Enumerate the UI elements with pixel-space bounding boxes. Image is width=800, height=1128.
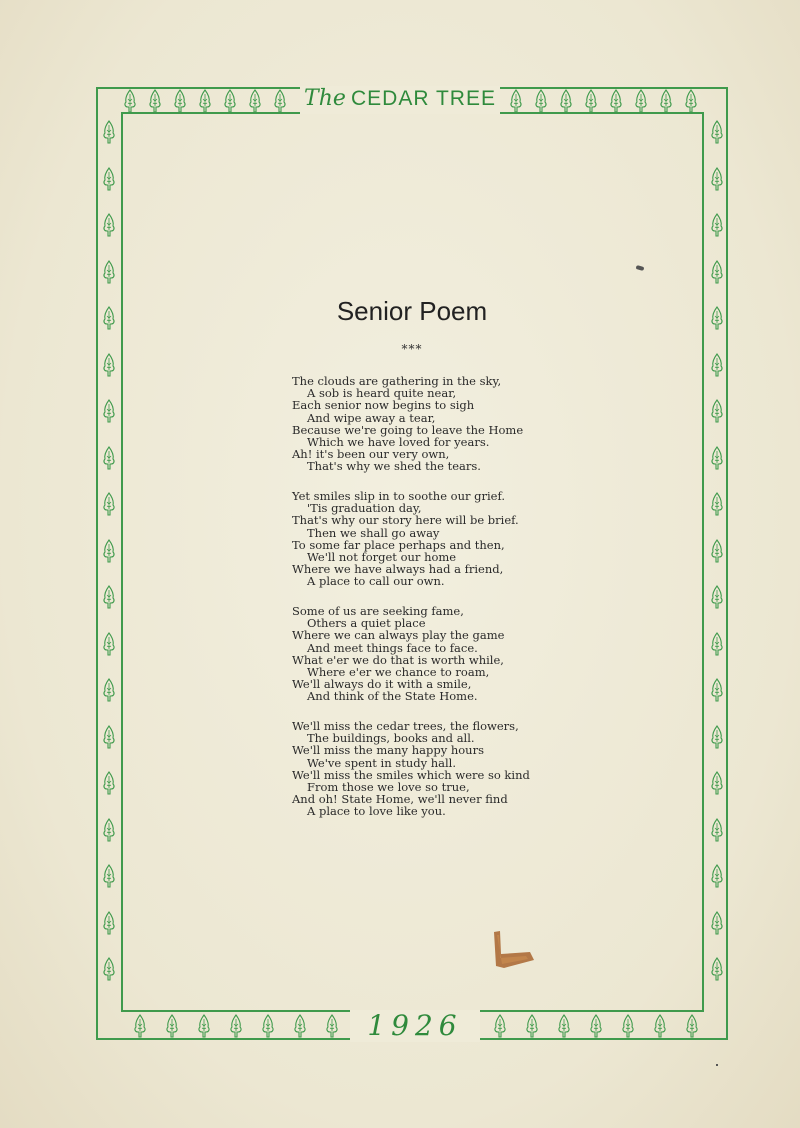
stanza — [292, 490, 592, 588]
tape-stain-mark — [490, 930, 535, 970]
cedar-tree-icon — [101, 585, 117, 609]
cedar-tree-icon — [709, 678, 725, 702]
cedar-tree-icon — [709, 120, 725, 144]
poem-line: Yet smiles slip in to soothe our grief. — [292, 489, 505, 503]
cedar-tree-icon — [101, 399, 117, 423]
cedar-tree-icon — [101, 213, 117, 237]
cedar-tree-icon — [524, 1014, 540, 1038]
cedar-tree-icon — [558, 89, 574, 113]
cedar-tree-icon — [101, 353, 117, 377]
cedar-tree-icon — [247, 89, 263, 113]
poem-line: That's why our story here will be brief. — [292, 513, 519, 528]
cedar-tree-icon — [709, 353, 725, 377]
poem-title: Senior Poem — [336, 296, 488, 326]
poem-line: Because we're going to leave the Home — [292, 422, 524, 437]
cedar-tree-icon — [709, 632, 725, 656]
cedar-tree-icon — [101, 539, 117, 563]
cedar-tree-icon — [101, 725, 117, 749]
cedar-tree-icon — [101, 306, 117, 330]
cedar-tree-icon — [620, 1014, 636, 1038]
cedar-tree-icon — [101, 260, 117, 284]
cedar-tree-icon — [709, 539, 725, 563]
poem-line: Where e'er we chance to roam, — [307, 664, 490, 679]
cedar-tree-icon — [260, 1014, 276, 1038]
cedar-tree-icon — [197, 89, 213, 113]
cedar-tree-icon — [122, 89, 138, 113]
poem-line: We'll miss the cedar trees, the flowers, — [292, 719, 519, 733]
poem-line: A place to love like you. — [307, 804, 446, 819]
cedar-tree-icon — [324, 1014, 340, 1038]
paper-speck — [716, 1064, 718, 1066]
cedar-tree-icon — [709, 771, 725, 795]
poem-line: And think of the State Home. — [307, 689, 478, 704]
cedar-tree-icon — [709, 585, 725, 609]
cedar-tree-icon — [556, 1014, 572, 1038]
cedar-tree-icon — [228, 1014, 244, 1038]
page-header — [300, 86, 500, 114]
cedar-tree-icon — [172, 89, 188, 113]
cedar-tree-icon — [147, 89, 163, 113]
cedar-tree-icon — [709, 911, 725, 935]
poem-line: The buildings, books and all. — [307, 731, 475, 746]
cedar-tree-icon — [709, 864, 725, 888]
poem-line: Others a quiet place — [307, 616, 426, 631]
cedar-tree-icon — [683, 89, 699, 113]
poem-line: Each senior now begins to sigh — [292, 398, 475, 413]
cedar-tree-icon — [709, 446, 725, 470]
poem-line: Some of us are seeking fame, — [292, 604, 464, 618]
poem-line: And meet things face to face. — [307, 640, 478, 655]
cedar-tree-icon — [709, 167, 725, 191]
cedar-tree-icon — [709, 260, 725, 284]
poem-line: To some far place perhaps and then, — [292, 537, 505, 552]
poem-line: Where we have always had a friend, — [292, 562, 504, 577]
poem-line: And wipe away a tear, — [307, 410, 436, 425]
header-the: The — [304, 86, 346, 111]
poem-line: Which we have loved for years. — [307, 434, 490, 449]
cedar-tree-icon — [101, 492, 117, 516]
cedar-tree-icon — [583, 89, 599, 113]
poem-line: A place to call our own. — [307, 574, 445, 589]
title-ornament: *** — [401, 342, 423, 356]
poem-line: And oh! State Home, we'll never find — [292, 792, 508, 807]
cedar-tree-icon — [492, 1014, 508, 1038]
cedar-tree-icon — [608, 89, 624, 113]
poem-line: The clouds are gathering in the sky, — [292, 374, 502, 388]
cedar-tree-icon — [709, 213, 725, 237]
cedar-tree-icon — [709, 818, 725, 842]
cedar-tree-icon — [101, 771, 117, 795]
poem-line: 'Tis graduation day, — [307, 501, 422, 516]
stanza — [292, 720, 592, 818]
cedar-tree-icon — [709, 399, 725, 423]
poem-line: That's why we shed the tears. — [307, 459, 481, 474]
poem-line: We'll miss the many happy hours — [292, 743, 484, 758]
cedar-tree-icon — [222, 89, 238, 113]
cedar-tree-icon — [101, 957, 117, 981]
cedar-tree-icon — [684, 1014, 700, 1038]
cedar-tree-icon — [658, 89, 674, 113]
poem-line: Ah! it's been our very own, — [292, 447, 450, 462]
poem-line: We've spent in study hall. — [307, 755, 457, 770]
cedar-tree-icon — [272, 89, 288, 113]
cedar-tree-icon — [101, 120, 117, 144]
cedar-tree-icon — [101, 446, 117, 470]
cedar-tree-icon — [709, 725, 725, 749]
cedar-tree-icon — [101, 167, 117, 191]
cedar-tree-icon — [101, 864, 117, 888]
cedar-tree-icon — [101, 818, 117, 842]
cedar-tree-icon — [292, 1014, 308, 1038]
cedar-tree-icon — [196, 1014, 212, 1038]
poem-line: What e'er we do that is worth while, — [292, 652, 504, 667]
cedar-tree-icon — [101, 678, 117, 702]
cedar-tree-icon — [709, 306, 725, 330]
poem-line: From those we love so true, — [307, 779, 470, 794]
cedar-tree-icon — [164, 1014, 180, 1038]
stanza — [292, 605, 592, 703]
cedar-tree-icon — [508, 89, 524, 113]
poem-line: We'll miss the smiles which were so kind — [292, 767, 530, 782]
poem-line: A sob is heard quite near, — [307, 386, 457, 401]
cedar-tree-icon — [101, 911, 117, 935]
poem-line: Where we can always play the game — [292, 628, 505, 643]
cedar-tree-icon — [709, 957, 725, 981]
cedar-tree-icon — [533, 89, 549, 113]
cedar-tree-icon — [132, 1014, 148, 1038]
cedar-tree-icon — [633, 89, 649, 113]
cedar-tree-icon — [709, 492, 725, 516]
cedar-tree-icon — [588, 1014, 604, 1038]
header-title: CEDAR TREE — [350, 87, 496, 110]
poem-line: We'll always do it with a smile, — [292, 677, 472, 692]
poem-line: Then we shall go away — [307, 525, 440, 540]
footer-year: 1926 — [350, 1010, 480, 1042]
stanza — [292, 375, 592, 473]
cedar-tree-icon — [652, 1014, 668, 1038]
poem-line: We'll not forget our home — [307, 549, 457, 564]
cedar-tree-icon — [101, 632, 117, 656]
